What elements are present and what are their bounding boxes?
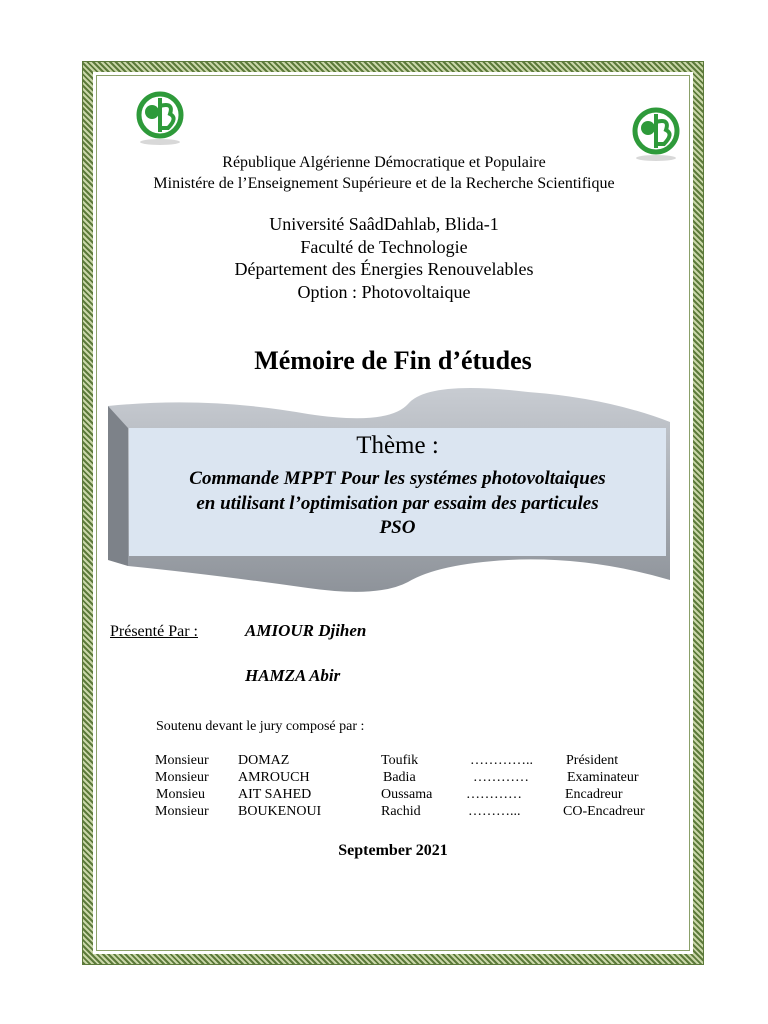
jury-dots: ………... — [468, 804, 521, 819]
jury-surname: AIT SAHED — [238, 787, 312, 802]
presented-by-label: Présenté Par : — [110, 623, 198, 640]
student-2: HAMZA Abir — [245, 666, 341, 685]
university-logo-left — [130, 88, 190, 148]
theme-line-2: en utilisant l’optimisation par essaim des particules — [196, 493, 599, 514]
jury-role: Examinateur — [567, 770, 639, 785]
option-name: Option : Photovoltaique — [297, 282, 471, 302]
jury-firstname: Badia — [383, 770, 416, 785]
student-1: AMIOUR Djihen — [245, 621, 367, 640]
jury-role: CO-Encadreur — [563, 804, 645, 819]
jury-dots: ………… — [466, 787, 522, 802]
ministry-line: Ministére de l’Enseignement Supérieure et de la Recherche Scientifique — [153, 175, 615, 192]
theme-line-1: Commande MPPT Pour les systémes photovoltaiques — [189, 468, 606, 489]
jury-firstname: Oussama — [381, 787, 433, 802]
theme-label: Thème : — [356, 432, 439, 459]
department-name: Département des Énergies Renouvelables — [234, 259, 534, 279]
jury-intro: Soutenu devant le jury composé par : — [156, 719, 365, 734]
jury-title: Monsieur — [155, 770, 209, 785]
republic-line: République Algérienne Démocratique et Populaire — [222, 154, 546, 171]
jury-title: Monsieu — [156, 787, 205, 802]
jury-dots: ………….. — [470, 753, 533, 768]
jury-role: Président — [566, 753, 619, 768]
faculty-name: Faculté de Technologie — [300, 237, 468, 257]
jury-title: Monsieur — [155, 804, 209, 819]
jury-firstname: Rachid — [381, 804, 421, 819]
jury-surname: BOUKENOUI — [238, 804, 322, 819]
jury-dots: ………… — [473, 770, 529, 785]
memoire-title: Mémoire de Fin d’études — [254, 346, 532, 375]
jury-surname: DOMAZ — [238, 753, 290, 768]
theme-line-3: PSO — [379, 517, 416, 538]
university-name: Université SaâdDahlab, Blida-1 — [269, 214, 499, 234]
jury-title: Monsieur — [155, 753, 209, 768]
jury-surname: AMROUCH — [238, 770, 310, 785]
jury-firstname: Toufik — [381, 753, 419, 768]
defense-date: September 2021 — [338, 842, 448, 859]
jury-role: Encadreur — [565, 787, 623, 802]
